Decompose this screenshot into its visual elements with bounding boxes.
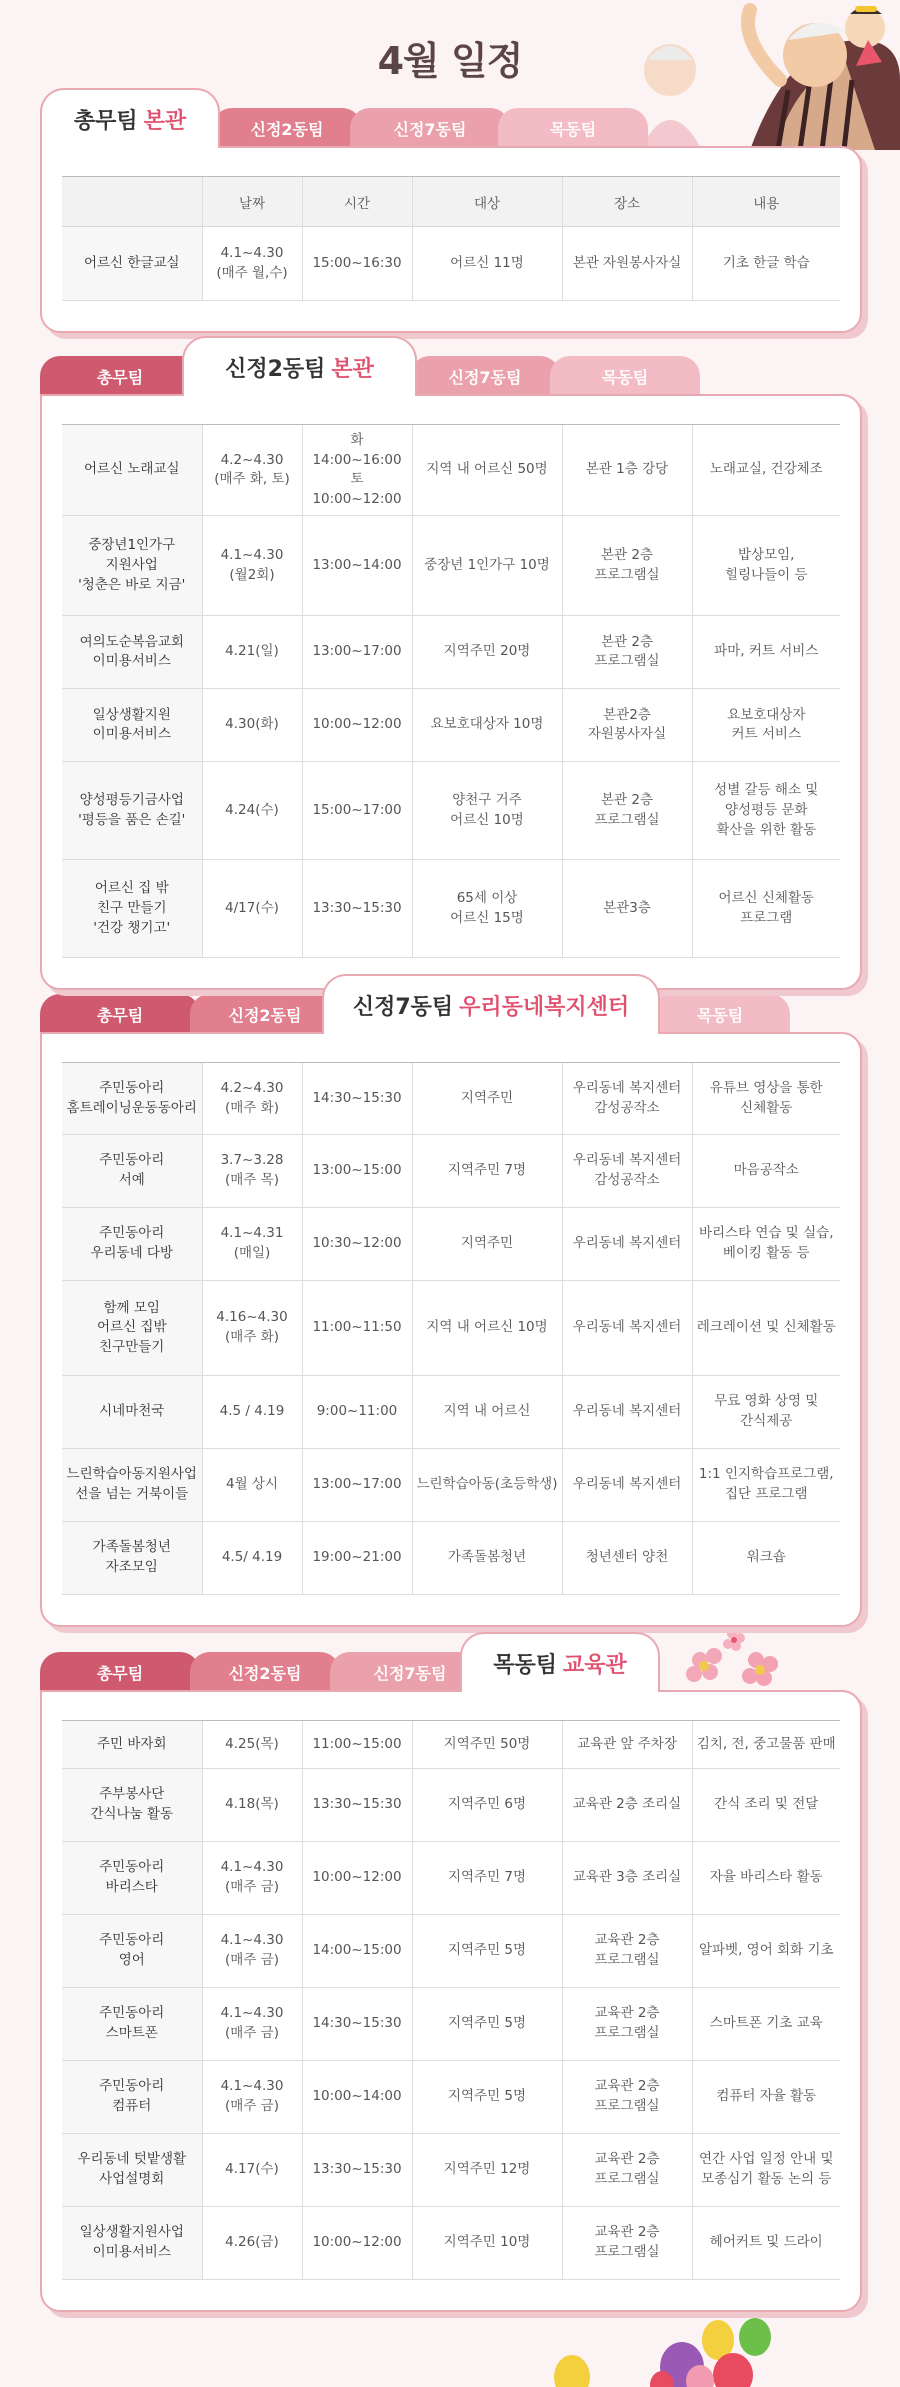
header-cell: 시간 bbox=[302, 177, 412, 227]
tab-accent: 우리동네복지센터 bbox=[459, 994, 630, 1020]
table-row bbox=[62, 1915, 840, 1988]
target-cell: 지역주민 7명 bbox=[412, 1135, 562, 1208]
date-cell: 4.26(금) bbox=[202, 2207, 302, 2280]
place-cell: 본관 2층 프로그램실 bbox=[562, 762, 692, 860]
section-mokdong bbox=[40, 1634, 862, 2312]
place-cell: 교육관 2층 프로그램실 bbox=[562, 2207, 692, 2280]
date-cell: 4.21(일) bbox=[202, 616, 302, 689]
table-row bbox=[62, 1376, 840, 1449]
content-cell: 레크레이션 및 신체활동 bbox=[692, 1281, 840, 1376]
program-name: 주민동아리 스마트폰 bbox=[62, 1988, 202, 2061]
program-name: 주민동아리 영어 bbox=[62, 1915, 202, 1988]
tab-sinjeong2[interactable]: 신정2동팀 bbox=[190, 994, 340, 1034]
content-cell: 바리스타 연습 및 실습, 베이킹 활동 등 bbox=[692, 1208, 840, 1281]
table-row bbox=[62, 516, 840, 616]
table-row bbox=[62, 2134, 840, 2207]
schedule-card bbox=[40, 146, 862, 333]
date-cell: 4.5 / 4.19 bbox=[202, 1376, 302, 1449]
time-cell: 13:00~14:00 bbox=[302, 516, 412, 616]
content-cell: 마음공작소 bbox=[692, 1135, 840, 1208]
target-cell: 지역 내 어르신 50명 bbox=[412, 425, 562, 516]
balloons-icon bbox=[550, 2315, 800, 2387]
target-cell: 지역주민 12명 bbox=[412, 2134, 562, 2207]
time-cell: 10:00~12:00 bbox=[302, 2207, 412, 2280]
tab-chongmu[interactable]: 총무팀 bbox=[40, 994, 200, 1034]
date-cell: 4.30(화) bbox=[202, 689, 302, 762]
time-cell: 15:00~16:30 bbox=[302, 227, 412, 301]
content-cell: 요보호대상자 커트 서비스 bbox=[692, 689, 840, 762]
content-cell: 자율 바리스타 활동 bbox=[692, 1842, 840, 1915]
program-name: 주민 바자회 bbox=[62, 1721, 202, 1769]
tab-sinjeong7[interactable]: 신정7동팀 bbox=[410, 356, 560, 396]
header-cell bbox=[62, 177, 202, 227]
place-cell: 우리동네 복지센터 감성공작소 bbox=[562, 1063, 692, 1135]
time-cell: 13:00~17:00 bbox=[302, 1449, 412, 1522]
content-cell: 성별 갈등 해소 및 양성평등 문화 확산을 위한 활동 bbox=[692, 762, 840, 860]
time-cell: 14:30~15:30 bbox=[302, 1063, 412, 1135]
content-cell: 기초 한글 학습 bbox=[692, 227, 840, 301]
tab-sinjeong7[interactable]: 신정7동팀 bbox=[330, 1652, 490, 1692]
target-cell: 지역주민 bbox=[412, 1208, 562, 1281]
time-cell: 11:00~15:00 bbox=[302, 1721, 412, 1769]
target-cell: 지역주민 50명 bbox=[412, 1721, 562, 1769]
tab-mokdong[interactable]: 목동팀 bbox=[498, 108, 648, 148]
content-cell: 워크숍 bbox=[692, 1522, 840, 1595]
date-cell: 4.1~4.30 (매주 금) bbox=[202, 1915, 302, 1988]
date-cell: 4.1~4.30 (매주 금) bbox=[202, 2061, 302, 2134]
date-cell: 4.2~4.30 (매주 화) bbox=[202, 1063, 302, 1135]
table-row bbox=[62, 689, 840, 762]
time-cell: 9:00~11:00 bbox=[302, 1376, 412, 1449]
place-cell: 우리동네 복지센터 bbox=[562, 1376, 692, 1449]
tab-accent: 본관 bbox=[143, 108, 187, 134]
target-cell: 지역주민 5명 bbox=[412, 2061, 562, 2134]
place-cell: 우리동네 복지센터 감성공작소 bbox=[562, 1135, 692, 1208]
table-row bbox=[62, 1449, 840, 1522]
place-cell: 교육관 앞 주차장 bbox=[562, 1721, 692, 1769]
date-cell: 4.16~4.30 (매주 화) bbox=[202, 1281, 302, 1376]
section-tabs bbox=[40, 338, 862, 396]
place-cell: 우리동네 복지센터 bbox=[562, 1208, 692, 1281]
section-tabs bbox=[40, 90, 862, 148]
program-name: 느린학습아동지원사업 선을 넘는 거북이들 bbox=[62, 1449, 202, 1522]
page-title: 4월 일정 bbox=[377, 39, 523, 83]
tab-accent: 교육관 bbox=[563, 1652, 627, 1678]
target-cell: 중장년 1인가구 10명 bbox=[412, 516, 562, 616]
time-cell: 13:30~15:30 bbox=[302, 860, 412, 958]
table-row bbox=[62, 1769, 840, 1842]
place-cell: 본관 1층 강당 bbox=[562, 425, 692, 516]
place-cell: 우리동네 복지센터 bbox=[562, 1449, 692, 1522]
program-name: 우리동네 텃밭생활 사업설명회 bbox=[62, 2134, 202, 2207]
program-name: 중장년1인가구 지원사업 '청춘은 바로 지금' bbox=[62, 516, 202, 616]
content-cell: 밥상모임, 힐링나들이 등 bbox=[692, 516, 840, 616]
content-cell: 연간 사업 일정 안내 및 모종심기 활동 논의 등 bbox=[692, 2134, 840, 2207]
tab-mokdong[interactable]: 목동팀 bbox=[650, 994, 790, 1034]
time-cell: 11:00~11:50 bbox=[302, 1281, 412, 1376]
content-cell: 유튜브 영상을 통한 신체활동 bbox=[692, 1063, 840, 1135]
schedule-table bbox=[62, 1062, 840, 1595]
time-cell: 13:00~17:00 bbox=[302, 616, 412, 689]
content-cell: 파마, 커트 서비스 bbox=[692, 616, 840, 689]
place-cell: 본관 2층 프로그램실 bbox=[562, 516, 692, 616]
time-cell: 10:00~14:00 bbox=[302, 2061, 412, 2134]
content-cell: 어르신 신체활동 프로그램 bbox=[692, 860, 840, 958]
table-row bbox=[62, 1063, 840, 1135]
section-sinjeong7 bbox=[40, 976, 862, 1627]
target-cell: 지역주민 6명 bbox=[412, 1769, 562, 1842]
target-cell: 가족돌봄청년 bbox=[412, 1522, 562, 1595]
tab-mokdong[interactable]: 목동팀 bbox=[550, 356, 700, 396]
table-row bbox=[62, 1135, 840, 1208]
target-cell: 지역주민 5명 bbox=[412, 1988, 562, 2061]
date-cell: 4.24(수) bbox=[202, 762, 302, 860]
schedule-card bbox=[40, 1690, 862, 2312]
tab-sinjeong7[interactable]: 신정7동팀 bbox=[350, 108, 510, 148]
date-cell: 4.1~4.31 (매일) bbox=[202, 1208, 302, 1281]
program-name: 시네마천국 bbox=[62, 1376, 202, 1449]
time-cell: 19:00~21:00 bbox=[302, 1522, 412, 1595]
schedule-table bbox=[62, 1720, 840, 2280]
program-name: 어르신 노래교실 bbox=[62, 425, 202, 516]
target-cell: 양천구 거주 어르신 10명 bbox=[412, 762, 562, 860]
time-cell: 10:30~12:00 bbox=[302, 1208, 412, 1281]
date-cell: 4.1~4.30 (매주 월,수) bbox=[202, 227, 302, 301]
header-cell: 대상 bbox=[412, 177, 562, 227]
tab-label: 총무팀 bbox=[73, 108, 138, 134]
place-cell: 본관 2층 프로그램실 bbox=[562, 616, 692, 689]
content-cell: 스마트폰 기초 교육 bbox=[692, 1988, 840, 2061]
tab-chongmu[interactable]: 총무팀 bbox=[40, 356, 200, 396]
section-chongmu bbox=[40, 90, 862, 333]
tab-mokdong[interactable] bbox=[460, 1632, 660, 1692]
target-cell: 지역주민 7명 bbox=[412, 1842, 562, 1915]
target-cell: 지역주민 5명 bbox=[412, 1915, 562, 1988]
date-cell: 3.7~3.28 (매주 목) bbox=[202, 1135, 302, 1208]
table-row bbox=[62, 762, 840, 860]
place-cell: 본관2층 자원봉사자실 bbox=[562, 689, 692, 762]
content-cell: 노래교실, 건강체조 bbox=[692, 425, 840, 516]
header-cell: 장소 bbox=[562, 177, 692, 227]
table-row bbox=[62, 616, 840, 689]
date-cell: 4.1~4.30 (월2회) bbox=[202, 516, 302, 616]
program-name: 어르신 한글교실 bbox=[62, 227, 202, 301]
time-cell: 화14:00~16:00 토10:00~12:00 bbox=[302, 425, 412, 516]
target-cell: 65세 이상 어르신 15명 bbox=[412, 860, 562, 958]
schedule-table bbox=[62, 424, 840, 958]
program-name: 주부봉사단 간식나눔 활동 bbox=[62, 1769, 202, 1842]
time-cell: 13:00~15:00 bbox=[302, 1135, 412, 1208]
schedule-card bbox=[40, 1032, 862, 1627]
flower-icon bbox=[680, 1620, 790, 1690]
content-cell: 알파벳, 영어 회화 기초 bbox=[692, 1915, 840, 1988]
tab-sinjeong7[interactable] bbox=[322, 974, 660, 1034]
date-cell: 4.17(수) bbox=[202, 2134, 302, 2207]
place-cell: 교육관 2층 프로그램실 bbox=[562, 2061, 692, 2134]
date-cell: 4.2~4.30 (매주 화, 토) bbox=[202, 425, 302, 516]
date-cell: 4월 상시 bbox=[202, 1449, 302, 1522]
target-cell: 지역주민 10명 bbox=[412, 2207, 562, 2280]
program-name: 여의도순복음교회 이미용서비스 bbox=[62, 616, 202, 689]
content-cell: 김치, 전, 중고물품 판매 bbox=[692, 1721, 840, 1769]
schedule-table bbox=[62, 176, 840, 301]
content-cell: 헤어커트 및 드라이 bbox=[692, 2207, 840, 2280]
section-sinjeong2 bbox=[40, 338, 862, 990]
table-row bbox=[62, 1208, 840, 1281]
schedule-card bbox=[40, 394, 862, 990]
target-cell: 지역 내 어르신 bbox=[412, 1376, 562, 1449]
time-cell: 14:00~15:00 bbox=[302, 1915, 412, 1988]
content-cell: 간식 조리 및 전달 bbox=[692, 1769, 840, 1842]
place-cell: 교육관 2층 프로그램실 bbox=[562, 1915, 692, 1988]
place-cell: 본관3층 bbox=[562, 860, 692, 958]
date-cell: 4.18(목) bbox=[202, 1769, 302, 1842]
tab-accent: 본관 bbox=[331, 356, 374, 382]
program-name: 주민동아리 서예 bbox=[62, 1135, 202, 1208]
table-row bbox=[62, 1842, 840, 1915]
program-name: 주민동아리 우리동네 다방 bbox=[62, 1208, 202, 1281]
table-row bbox=[62, 2061, 840, 2134]
program-name: 양성평등기금사업 '평등을 품은 손길' bbox=[62, 762, 202, 860]
table-row bbox=[62, 1721, 840, 1769]
place-cell: 청년센터 양천 bbox=[562, 1522, 692, 1595]
tab-chongmu[interactable] bbox=[40, 88, 220, 148]
table-row bbox=[62, 1522, 840, 1595]
table-row bbox=[62, 1988, 840, 2061]
program-name: 어르신 집 밖 친구 만들기 '건강 챙기고' bbox=[62, 860, 202, 958]
program-name: 일상생활지원사업 이미용서비스 bbox=[62, 2207, 202, 2280]
place-cell: 교육관 2층 프로그램실 bbox=[562, 1988, 692, 2061]
header-cell: 날짜 bbox=[202, 177, 302, 227]
program-name: 가족돌봄청년 자조모임 bbox=[62, 1522, 202, 1595]
place-cell: 교육관 3층 조리실 bbox=[562, 1842, 692, 1915]
tab-label: 신정2동팀 bbox=[225, 356, 326, 382]
time-cell: 15:00~17:00 bbox=[302, 762, 412, 860]
tab-sinjeong2[interactable]: 신정2동팀 bbox=[212, 108, 362, 148]
tab-chongmu[interactable]: 총무팀 bbox=[40, 1652, 200, 1692]
date-cell: 4.5/ 4.19 bbox=[202, 1522, 302, 1595]
target-cell: 지역주민 bbox=[412, 1063, 562, 1135]
date-cell: 4.25(목) bbox=[202, 1721, 302, 1769]
date-cell: 4.1~4.30 (매주 금) bbox=[202, 1988, 302, 2061]
table-row bbox=[62, 2207, 840, 2280]
tab-label: 목동팀 bbox=[493, 1652, 557, 1678]
target-cell: 요보호대상자 10명 bbox=[412, 689, 562, 762]
content-cell: 컴퓨터 자율 활동 bbox=[692, 2061, 840, 2134]
time-cell: 14:30~15:30 bbox=[302, 1988, 412, 2061]
table-row bbox=[62, 860, 840, 958]
program-name: 주민동아리 바리스타 bbox=[62, 1842, 202, 1915]
time-cell: 10:00~12:00 bbox=[302, 1842, 412, 1915]
content-cell: 1:1 인지학습프로그램, 집단 프로그램 bbox=[692, 1449, 840, 1522]
place-cell: 교육관 2층 조리실 bbox=[562, 1769, 692, 1842]
table-row bbox=[62, 227, 840, 301]
place-cell: 우리동네 복지센터 bbox=[562, 1281, 692, 1376]
target-cell: 어르신 11명 bbox=[412, 227, 562, 301]
target-cell: 느린학습아동(초등학생) bbox=[412, 1449, 562, 1522]
time-cell: 13:30~15:30 bbox=[302, 2134, 412, 2207]
time-cell: 13:30~15:30 bbox=[302, 1769, 412, 1842]
tab-label: 신정7동팀 bbox=[352, 994, 454, 1020]
time-cell: 10:00~12:00 bbox=[302, 689, 412, 762]
program-name: 주민동아리 컴퓨터 bbox=[62, 2061, 202, 2134]
table-row bbox=[62, 425, 840, 516]
place-cell: 본관 자원봉사자실 bbox=[562, 227, 692, 301]
date-cell: 4/17(수) bbox=[202, 860, 302, 958]
target-cell: 지역 내 어르신 10명 bbox=[412, 1281, 562, 1376]
table-row bbox=[62, 1281, 840, 1376]
date-cell: 4.1~4.30 (매주 금) bbox=[202, 1842, 302, 1915]
target-cell: 지역주민 20명 bbox=[412, 616, 562, 689]
program-name: 주민동아리 홈트레이닝운동동아리 bbox=[62, 1063, 202, 1135]
place-cell: 교육관 2층 프로그램실 bbox=[562, 2134, 692, 2207]
content-cell: 무료 영화 상영 및 간식제공 bbox=[692, 1376, 840, 1449]
header-cell: 내용 bbox=[692, 177, 840, 227]
program-name: 일상생활지원 이미용서비스 bbox=[62, 689, 202, 762]
program-name: 함께 모임 어르신 집밖 친구만들기 bbox=[62, 1281, 202, 1376]
tab-sinjeong2[interactable]: 신정2동팀 bbox=[190, 1652, 340, 1692]
table-header-row bbox=[62, 177, 840, 227]
tab-sinjeong2[interactable] bbox=[182, 336, 417, 396]
